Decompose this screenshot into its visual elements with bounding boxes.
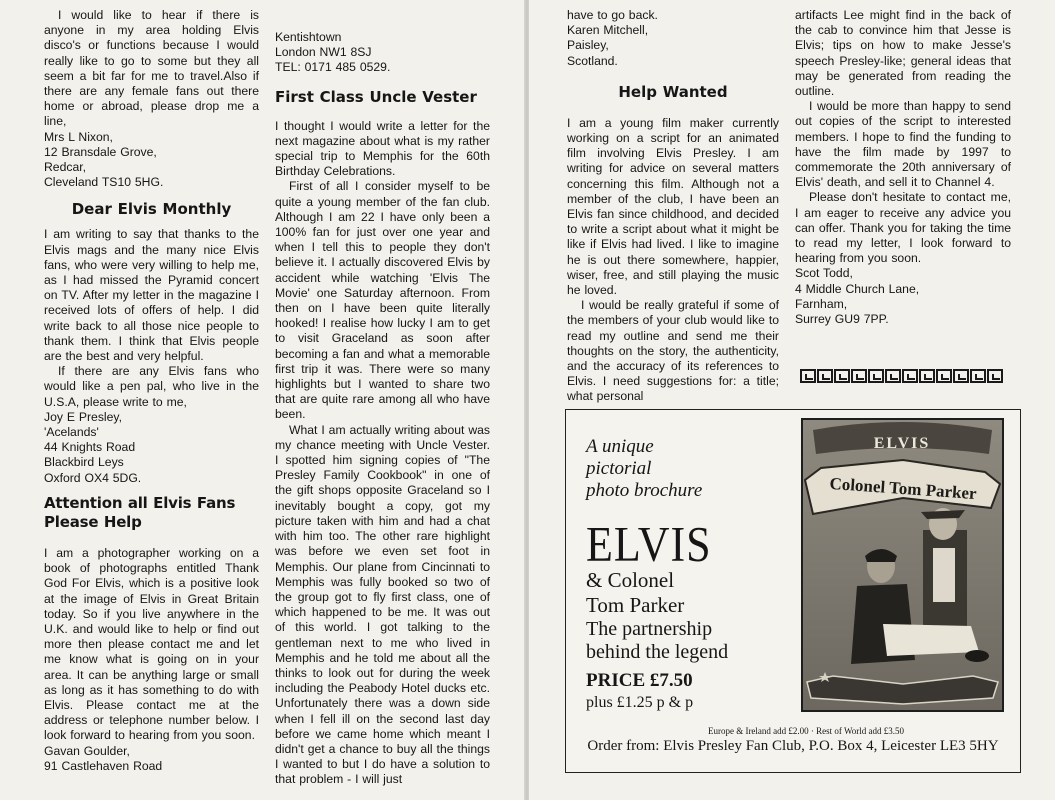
right-page [529, 0, 1055, 800]
ad-subtitle-line: & Colonel [586, 568, 675, 592]
left-page [0, 0, 525, 800]
address-line: Cleveland TS10 5HG. [44, 175, 164, 190]
address-nixon [44, 130, 259, 191]
letter-intro: I would like to hear if there is anyone in my area holding Elvis disco's or functions because I would really like to go to some but they all seem a bit far for me to travel.Also if there are any female fans out there home or abroad, please drop me a line, [44, 8, 259, 129]
address-line: 91 Castlehaven Road [44, 758, 163, 773]
address-presley [44, 410, 259, 486]
ad-subtitle2-line: The partnership [586, 618, 713, 640]
heading-first-class-uncle-vester: First Class Uncle Vester [275, 87, 477, 106]
letter-dear-p2: If there are any Elvis fans who would like a pen pal, who live in the U.S.A, please write to me, [44, 364, 259, 409]
heading-dear-elvis-monthly: Dear Elvis Monthly [71, 200, 232, 219]
letter-help-p3: artifacts Lee might find in the back of the cab to convince him that Jesse is Elvis; tips on how to make Jesse's speech Presley-like; general ideas that may be generated from reading the outline. [795, 8, 1011, 99]
ad-title: ELVIS [586, 516, 712, 572]
ad-shipping-note: Europe & Ireland add £2.00 · Rest of World add £3.50 [707, 726, 905, 736]
address-goulder [44, 744, 259, 774]
letter-help-p5: Please don't hesitate to contact me, I am eager to receive any advice you can offer. Thank you for taking the time to read my letter, I look forward to hearing from you soon. [795, 190, 1011, 266]
ad-subtitle-2 [586, 618, 728, 664]
left-column-2 [275, 8, 490, 788]
address-line: Farnham, [795, 296, 848, 311]
address-line: Scotland. [567, 53, 618, 68]
address-line: Surrey GU9 7PP. [795, 312, 889, 327]
brochure-advertisement [565, 409, 1021, 773]
letter-help-p4: I would be more than happy to send out copies of the script to interested members. I hope to find the funding to have the film made by 1997 to commemorate the 20th anniversary of Elvis' death, and sell it to Channel 4. [795, 99, 1011, 190]
ad-tagline-line: pictorial [586, 458, 652, 479]
address-line: Blackbird Leys [44, 455, 124, 470]
ad-tagline [586, 436, 702, 502]
address-line: London NW1 8SJ [275, 45, 372, 60]
address-line: 12 Bransdale Grove, [44, 144, 157, 159]
ad-tagline-line: A unique [586, 436, 654, 457]
brochure-cover-illustration [803, 420, 1002, 710]
address-line: Kentishtown [275, 30, 342, 44]
ad-order-address: Order from: Elvis Presley Fan Club, P.O. Box 4, Leicester LE3 5HY [587, 738, 999, 754]
ad-postage: plus £1.25 p & p [586, 694, 694, 711]
address-line: Oxford OX4 5DG. [44, 470, 142, 485]
letter-help-p1: I am a young film maker currently working on a script for an animated film involving Elvis Presley. I am writing for advice on several matters concerning this film. Although not a member of the club, I have been an Elvis fan since childhood, and decided to write a script about what it might be like if Elvis had lived. I like to imagine he is out there somewhere, happier, wiser, free, and still playing the music he loved. [567, 115, 779, 298]
address-line: TEL: 0171 485 0529. [275, 60, 391, 75]
address-todd [795, 266, 1011, 327]
address-line: Gavan Goulder, [44, 743, 130, 758]
ad-subtitle [586, 568, 684, 618]
ad-tagline-line: photo brochure [586, 480, 703, 501]
brochure-cover-photo [801, 418, 1004, 712]
cover-elvis-text: ELVIS [873, 435, 931, 452]
ad-subtitle2-line: behind the legend [586, 641, 729, 663]
address-continued [275, 30, 490, 76]
right-column-1 [567, 8, 779, 405]
letter-vester-p1: I thought I would write a letter for the next magazine about what is my rather special trip to Memphis for the 60th Birthday Celebrations. [275, 118, 490, 179]
address-line: Scot Todd, [795, 266, 853, 281]
ad-subtitle-line: Tom Parker [586, 593, 685, 617]
greek-key-divider [800, 369, 1014, 385]
heading-help-wanted: Help Wanted [618, 82, 728, 101]
letter-vester-p3: What I am actually writing about was my chance meeting with Uncle Vester. I spotted him signing copies of "The Presley Family Cookbook" in one of the gift shops opposite Graceland so I inevitably bought a copy, got my picture taken with him and had a chat with him too. The other rare highlight was before we even set foot in Memphis. Our plane from Cincinnati to Memphis was fully booked so two of the group got to fly first class, one of which happened to be me. It was out of this world. I got talking to the gentleman next to me who lived in Memphis and he told me about all the thinks to look out for during the week including the Peabody Hotel ducks etc. Unfortunately there was a down side when I fell ill on the second last day before we came home which meant I didn't get a chance to buy all the things I wanted to but I do have a solution to that problem - I will just [275, 422, 490, 787]
ad-price: PRICE £7.50 [586, 670, 693, 691]
address-line: 'Acelands' [44, 425, 99, 440]
address-line: 44 Knights Road [44, 440, 136, 455]
address-line: Paisley, [567, 38, 609, 53]
letter-vester-p2: First of all I consider myself to be quite a young member of the fan club. Although I am 22 I have only been a 100% fan for just over one year and when I tell this to people they don't believe it. I actually discovered Elvis by accident while watching 'Elvis The Movie' one Saturday afternoon. From then on I have been quite literally hooked! I realise how lucky I am to get to visit Graceland as soon after becoming a fan and what a memorable first trip it was. There were so many highlights but I wanted to share two that are quite rare among all who have been. [275, 179, 490, 422]
address-line: Joy E Presley, [44, 409, 122, 424]
left-column-1 [44, 8, 259, 774]
letter-attention: I am a photographer working on a book of photographs entitled Thank God For Elvis, which is a positive look at the image of Elvis in Great Britain today. So if you live anywhere in the U.K. and would like to help or find out more then please contact me and let me know what is going on in your area. It can be anything large or small as long as it has something to do with Elvis. Please contact me at the address or telephone number below. I look forward to hearing from you soon. [44, 545, 259, 743]
heading-attention: Attention all Elvis Fans Please Help [44, 493, 236, 531]
address-mitchell [567, 23, 779, 69]
right-column-2 [795, 8, 1011, 327]
cover-banner-text: Colonel Tom Parker [828, 473, 978, 504]
letter-continued: have to go back. [567, 8, 658, 22]
letter-dear-p1: I am writing to say that thanks to the Elvis mags and the many nice Elvis fans, who were very willing to help me, as I had missed the Pyramid concert on TV. After my letter in the magazine I received lots of offers of help. I did write back to all those nice people to thank them. I think that Elvis people are the best and very helpful. [44, 227, 259, 364]
address-line: 4 Middle Church Lane, [795, 281, 920, 296]
address-line: Karen Mitchell, [567, 23, 649, 38]
address-line: Mrs L Nixon, [44, 129, 113, 144]
letter-help-p2: I would be really grateful if some of the members of your club would like to read my outline and send me their thoughts on the story, the authenticity, and the accuracy of its references to Elvis. I need suggestions for: a title; what personal [567, 298, 779, 404]
address-line: Redcar, [44, 160, 87, 175]
